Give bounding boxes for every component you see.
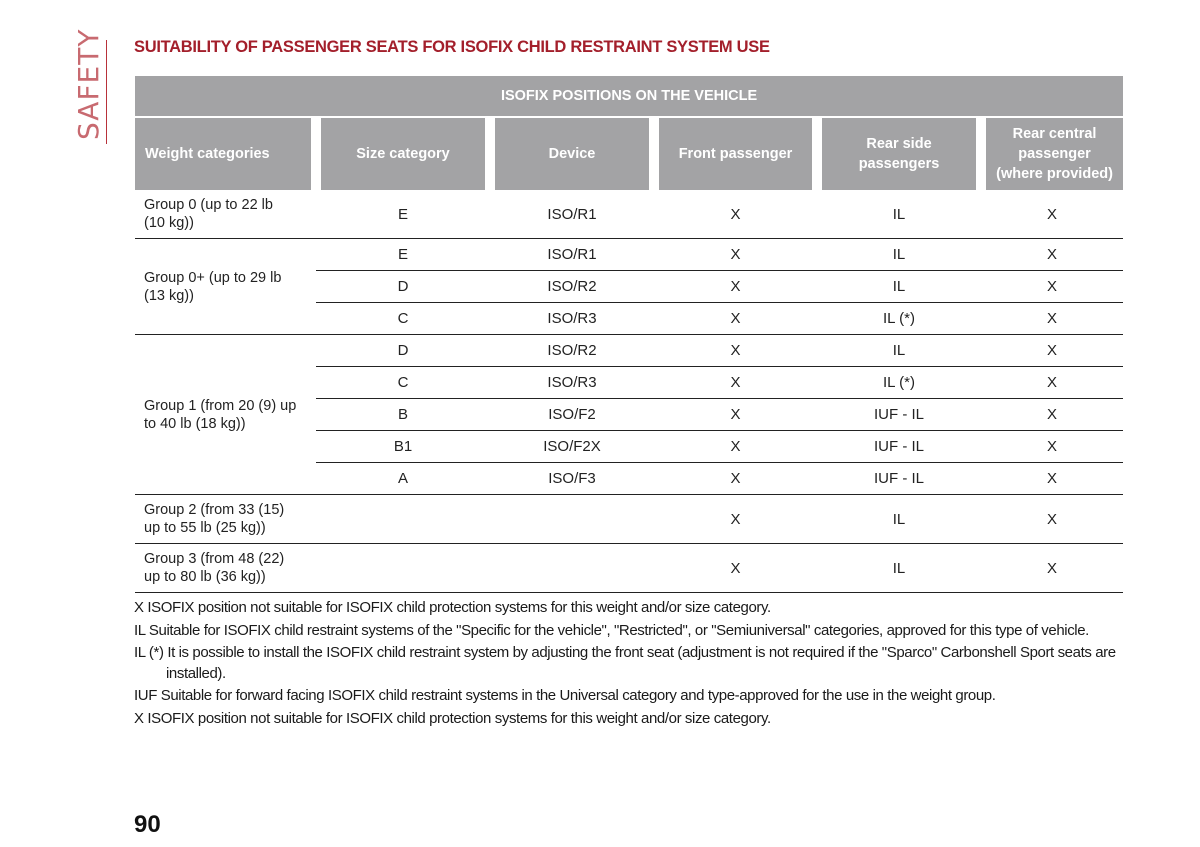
table-row bbox=[135, 190, 1123, 239]
rear-side-cell: IUF - IL bbox=[817, 399, 981, 431]
weight-group-cell bbox=[135, 544, 316, 593]
table-super-header: ISOFIX POSITIONS ON THE VEHICLE bbox=[135, 76, 1123, 117]
weight-group-label-line: to 40 lb (18 kg)) bbox=[144, 415, 246, 432]
rear-side-cell: IL bbox=[817, 190, 981, 239]
header-size-category: Size category bbox=[316, 117, 490, 190]
weight-group-label-line: Group 2 (from 33 (15) bbox=[144, 502, 285, 518]
weight-group-label-line: Group 0+ (up to 29 lb bbox=[144, 269, 282, 286]
size-cell bbox=[316, 544, 490, 593]
device-cell: ISO/F3 bbox=[490, 463, 654, 495]
isofix-suitability-table bbox=[135, 76, 1123, 593]
rear-side-cell: IL (*) bbox=[817, 303, 981, 335]
size-cell: A bbox=[316, 463, 490, 495]
weight-group-label-line: (10 kg)) bbox=[144, 215, 194, 231]
header-weight-categories: Weight categories bbox=[135, 117, 316, 190]
device-cell: ISO/F2 bbox=[490, 399, 654, 431]
footnote-x: X ISOFIX position not suitable for ISOFIX child protection systems for this weight and/or size category. bbox=[134, 599, 771, 616]
table-row bbox=[135, 495, 1123, 544]
rear-side-cell: IUF - IL bbox=[817, 463, 981, 495]
header-rear-central-line-1: Rear central bbox=[1012, 126, 1097, 142]
header-rear-side-passengers bbox=[817, 117, 981, 190]
device-cell: ISO/R2 bbox=[490, 271, 654, 303]
table-body bbox=[135, 190, 1123, 593]
front-passenger-cell: X bbox=[654, 303, 817, 335]
header-rear-side-line-2: passengers bbox=[858, 156, 940, 172]
rear-central-cell: X bbox=[981, 495, 1123, 544]
front-passenger-cell: X bbox=[654, 190, 817, 239]
front-passenger-cell: X bbox=[654, 431, 817, 463]
weight-group-label-line: up to 55 lb (25 kg)) bbox=[144, 520, 266, 536]
footnote-il: IL Suitable for ISOFIX child restraint systems of the "Specific for the vehicle", "Restricted", or "Semiuniversal" categories, approved for this type of vehicle. bbox=[134, 621, 1089, 639]
rear-side-cell: IL bbox=[817, 495, 981, 544]
rear-central-cell: X bbox=[981, 303, 1123, 335]
weight-group-label-line: Group 0 (up to 22 lb bbox=[144, 197, 273, 213]
size-cell: E bbox=[316, 239, 490, 271]
front-passenger-cell: X bbox=[654, 495, 817, 544]
rear-central-cell: X bbox=[981, 399, 1123, 431]
device-cell bbox=[490, 544, 654, 593]
device-cell: ISO/R2 bbox=[490, 335, 654, 367]
header-front-passenger: Front passenger bbox=[654, 117, 817, 190]
footnote-il-star: IL (*) It is possible to install the ISOFIX child restraint system by adjusting the front seat (adjustment is not required if the "Sparco" Carbonshell Sport seats are installed). bbox=[134, 644, 1116, 682]
footnote-iuf: IUF Suitable for forward facing ISOFIX child restraint systems in the Universal category and type-approved for the use in the weight group. bbox=[134, 687, 996, 704]
size-cell: B bbox=[316, 399, 490, 431]
page-number: 90 bbox=[134, 811, 161, 838]
device-cell: ISO/R1 bbox=[490, 190, 654, 239]
device-cell: ISO/R1 bbox=[490, 239, 654, 271]
header-rear-central-line-2: passenger bbox=[1018, 146, 1091, 162]
front-passenger-cell: X bbox=[654, 335, 817, 367]
rear-central-cell: X bbox=[981, 190, 1123, 239]
table-row bbox=[135, 544, 1123, 593]
rear-side-cell: IL (*) bbox=[817, 367, 981, 399]
device-cell: ISO/R3 bbox=[490, 303, 654, 335]
rear-side-cell: IL bbox=[817, 239, 981, 271]
section-tab bbox=[62, 28, 107, 144]
weight-group-label-line: up to 80 lb (36 kg)) bbox=[144, 569, 266, 585]
footnotes bbox=[134, 598, 1124, 731]
rear-side-cell: IUF - IL bbox=[817, 431, 981, 463]
rear-central-cell: X bbox=[981, 463, 1123, 495]
rear-central-cell: X bbox=[981, 431, 1123, 463]
page-title: SUITABILITY OF PASSENGER SEATS FOR ISOFIX CHILD RESTRAINT SYSTEM USE bbox=[134, 38, 770, 56]
footnote-x-repeat: X ISOFIX position not suitable for ISOFIX child protection systems for this weight and/or size category. bbox=[134, 709, 771, 727]
front-passenger-cell: X bbox=[654, 367, 817, 399]
front-passenger-cell: X bbox=[654, 271, 817, 303]
rear-side-cell: IL bbox=[817, 335, 981, 367]
weight-group-label-line: Group 3 (from 48 (22) bbox=[144, 551, 285, 567]
size-cell bbox=[316, 495, 490, 544]
front-passenger-cell: X bbox=[654, 463, 817, 495]
weight-group-cell bbox=[135, 335, 316, 495]
weight-group-label-line: Group 1 (from 20 (9) up bbox=[144, 397, 297, 414]
rear-side-cell: IL bbox=[817, 271, 981, 303]
header-rear-side-line-1: Rear side bbox=[866, 136, 932, 152]
table-row bbox=[135, 239, 1123, 271]
weight-group-cell bbox=[135, 190, 316, 239]
front-passenger-cell: X bbox=[654, 399, 817, 431]
rear-central-cell: X bbox=[981, 367, 1123, 399]
header-rear-central-line-3: (where provided) bbox=[996, 166, 1113, 182]
rear-side-cell: IL bbox=[817, 544, 981, 593]
weight-group-label-line: (13 kg)) bbox=[144, 287, 194, 304]
rear-central-cell: X bbox=[981, 335, 1123, 367]
rear-central-cell: X bbox=[981, 239, 1123, 271]
front-passenger-cell: X bbox=[654, 239, 817, 271]
header-rear-central-passenger bbox=[981, 117, 1123, 190]
size-cell: E bbox=[316, 190, 490, 239]
section-tab-label: SAFETY bbox=[72, 28, 105, 140]
size-cell: D bbox=[316, 335, 490, 367]
size-cell: B1 bbox=[316, 431, 490, 463]
weight-group-cell bbox=[135, 239, 316, 335]
rear-central-cell: X bbox=[981, 271, 1123, 303]
header-device: Device bbox=[490, 117, 654, 190]
device-cell bbox=[490, 495, 654, 544]
front-passenger-cell: X bbox=[654, 544, 817, 593]
device-cell: ISO/F2X bbox=[490, 431, 654, 463]
rear-central-cell: X bbox=[981, 544, 1123, 593]
table-row bbox=[135, 335, 1123, 367]
weight-group-cell bbox=[135, 495, 316, 544]
device-cell: ISO/R3 bbox=[490, 367, 654, 399]
size-cell: C bbox=[316, 303, 490, 335]
size-cell: D bbox=[316, 271, 490, 303]
size-cell: C bbox=[316, 367, 490, 399]
